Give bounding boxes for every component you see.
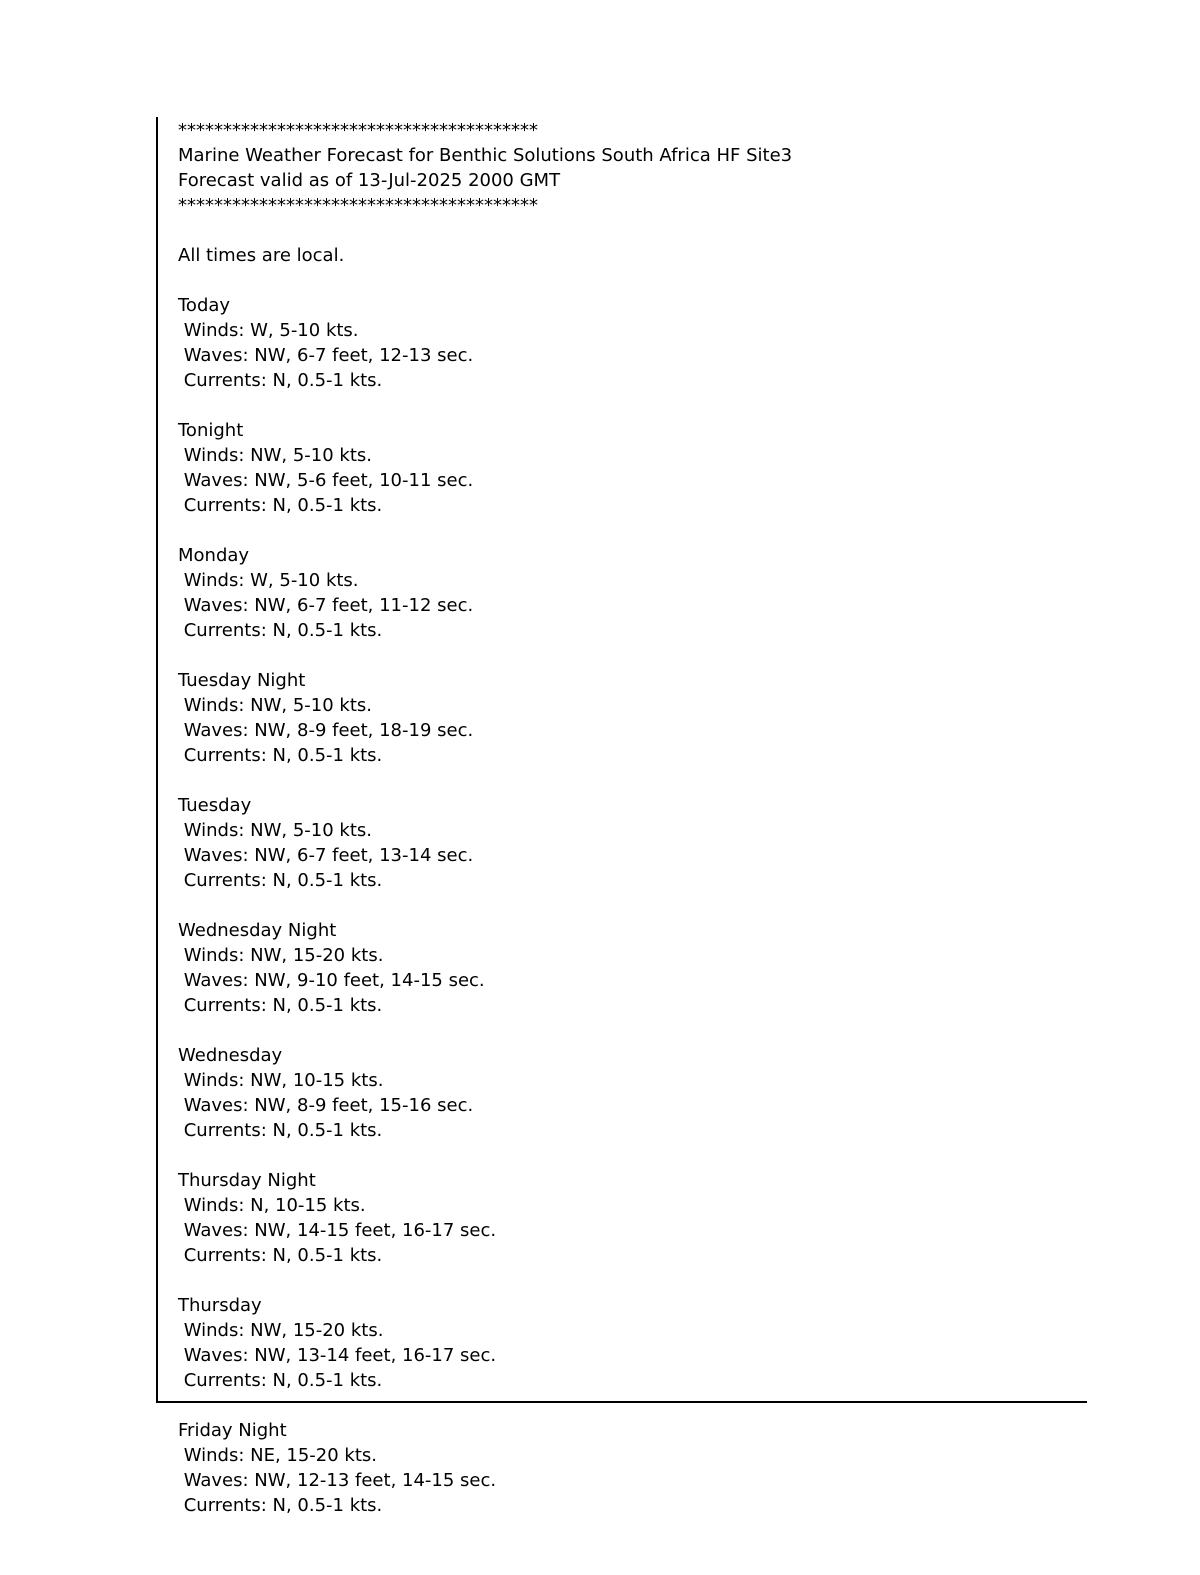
section-waves: Waves: NW, 8-9 feet, 18-19 sec. [178,720,474,741]
blank-line [178,518,1138,543]
blank-line [178,643,1138,668]
section-currents: Currents: N, 0.5-1 kts. [178,995,383,1016]
section-currents: Currents: N, 0.5-1 kts. [178,870,383,891]
section-waves: Waves: NW, 6-7 feet, 13-14 sec. [178,845,474,866]
section-day: Friday Night [178,1420,287,1441]
section-winds: Winds: N, 10-15 kts. [178,1195,366,1216]
section-winds: Winds: W, 5-10 kts. [178,570,359,591]
section-winds: Winds: NW, 10-15 kts. [178,1070,384,1091]
forecast-title: Marine Weather Forecast for Benthic Solutions South Africa HF Site3 [178,145,793,166]
times-note: All times are local. [178,245,345,266]
forecast-section-friday-night [178,1418,1138,1518]
section-waves: Waves: NW, 9-10 feet, 14-15 sec. [178,970,485,991]
blank-line [178,393,1138,418]
section-waves: Waves: NW, 5-6 feet, 10-11 sec. [178,470,474,491]
section-waves: Waves: NW, 8-9 feet, 15-16 sec. [178,1095,474,1116]
forecast-section-monday [178,543,1138,668]
section-winds: Winds: NW, 5-10 kts. [178,445,372,466]
section-winds: Winds: NE, 15-20 kts. [178,1445,378,1466]
forecast-section-thursday-night [178,1168,1138,1293]
section-day: Wednesday [178,1045,283,1066]
section-waves: Waves: NW, 13-14 feet, 16-17 sec. [178,1345,497,1366]
separator-bottom: **************************************** [178,195,538,216]
blank-line [178,1143,1138,1168]
forecast-section-wednesday [178,1043,1138,1168]
section-currents: Currents: N, 0.5-1 kts. [178,1370,383,1391]
section-currents: Currents: N, 0.5-1 kts. [178,1245,383,1266]
forecast-section-today [178,293,1138,418]
forecast-section-wednesday-night [178,918,1138,1043]
section-currents: Currents: N, 0.5-1 kts. [178,745,383,766]
section-winds: Winds: NW, 5-10 kts. [178,695,372,716]
section-waves: Waves: NW, 6-7 feet, 12-13 sec. [178,345,474,366]
section-winds: Winds: NW, 5-10 kts. [178,820,372,841]
section-waves: Waves: NW, 12-13 feet, 14-15 sec. [178,1470,497,1491]
section-currents: Currents: N, 0.5-1 kts. [178,370,383,391]
forecast-section-tuesday [178,793,1138,918]
section-currents: Currents: N, 0.5-1 kts. [178,1120,383,1141]
section-currents: Currents: N, 0.5-1 kts. [178,620,383,641]
section-day: Tuesday [178,795,252,816]
forecast-validity: Forecast valid as of 13-Jul-2025 2000 GMT [178,170,561,191]
forecast-text [178,118,1138,1518]
blank-line [178,1018,1138,1043]
forecast-section-thursday [178,1293,1138,1418]
section-day: Monday [178,545,250,566]
section-winds: Winds: NW, 15-20 kts. [178,945,384,966]
blank-line [178,218,1138,243]
section-currents: Currents: N, 0.5-1 kts. [178,1495,383,1516]
separator-top: **************************************** [178,120,538,141]
section-winds: Winds: W, 5-10 kts. [178,320,359,341]
blank-line [178,1268,1138,1293]
section-waves: Waves: NW, 6-7 feet, 11-12 sec. [178,595,474,616]
section-day: Wednesday Night [178,920,337,941]
blank-line [178,1393,1138,1418]
forecast-section-tonight [178,418,1138,543]
section-day: Thursday [178,1295,262,1316]
section-day: Thursday Night [178,1170,316,1191]
blank-line [178,893,1138,918]
blank-line [178,268,1138,293]
section-day: Tuesday Night [178,670,306,691]
section-day: Today [178,295,231,316]
section-currents: Currents: N, 0.5-1 kts. [178,495,383,516]
section-waves: Waves: NW, 14-15 feet, 16-17 sec. [178,1220,497,1241]
blank-line [178,768,1138,793]
section-day: Tonight [178,420,244,441]
section-winds: Winds: NW, 15-20 kts. [178,1320,384,1341]
forecast-section-tuesday-night [178,668,1138,793]
